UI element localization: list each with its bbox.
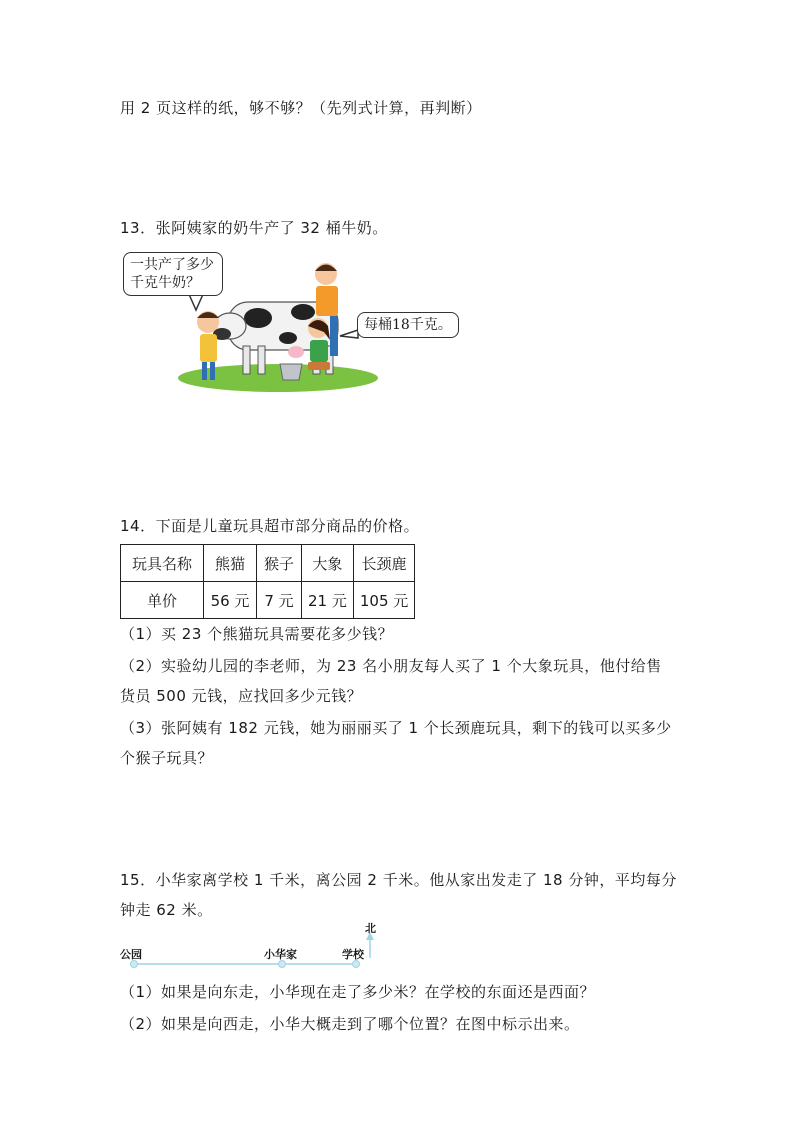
q15-sub2-text: （2）如果是向西走，小华大概走到了哪个位置？在图中标示出来。 (120, 1015, 580, 1033)
boy-leg (202, 362, 207, 380)
school-label: 学校 (342, 948, 364, 961)
table-cell: 21 元 (302, 582, 354, 619)
q14-question-text: 14．下面是儿童玩具超市部分商品的价格。 (120, 517, 420, 535)
q15-question-line2: 钟走 62 米。 (120, 901, 213, 919)
speech-bubble-question (123, 252, 223, 296)
bubble-text-line: 一共产了多少 (130, 257, 214, 273)
q15-sub1-text: （1）如果是向东走，小华现在走了多少米？在学校的东面还是西面？ (120, 983, 596, 1001)
q14-sub3-line2: 个猴子玩具？ (120, 749, 214, 767)
girl-body (310, 340, 328, 362)
cow-udder (288, 346, 304, 358)
man-body (316, 286, 338, 316)
cow-leg (258, 346, 265, 374)
boy-body (200, 334, 217, 362)
park-label: 公园 (120, 948, 142, 961)
q14-sub2-line1: （2）实验幼儿园的李老师，为 23 名小朋友每人买了 1 个大象玩具，他付给售 (120, 657, 662, 675)
girl-stool (308, 362, 330, 370)
table-cell: 玩具名称 (121, 545, 204, 582)
q14-sub2-line2: 货员 500 元钱，应找回多少元钱？ (120, 687, 363, 705)
table-cell: 长颈鹿 (353, 545, 414, 582)
boy-leg (210, 362, 215, 380)
table-cell: 猴子 (257, 545, 302, 582)
table-cell: 单价 (121, 582, 204, 619)
table-row (121, 582, 415, 619)
q13-illustration (118, 250, 452, 400)
grass-ground (178, 364, 378, 392)
bubble-text-line: 千克牛奶？ (130, 275, 200, 291)
route-map (118, 920, 388, 980)
table-cell: 大象 (302, 545, 354, 582)
man-leg (330, 316, 338, 356)
table-cell: 105 元 (353, 582, 414, 619)
north-label: 北 (365, 922, 376, 935)
toy-price-table (120, 544, 415, 619)
q14-sub3-line1: （3）张阿姨有 182 元钱，她为丽丽买了 1 个长颈鹿玩具，剩下的钱可以买多少 (120, 719, 672, 737)
table-header-row (121, 545, 415, 582)
cow-spot (279, 332, 297, 344)
milk-bucket (280, 364, 302, 380)
q14-sub1-text: （1）买 23 个熊猫玩具需要花多少钱？ (120, 625, 394, 643)
man-hair (315, 265, 337, 272)
cow-spot (244, 308, 272, 328)
table-cell: 7 元 (257, 582, 302, 619)
boy-hair (197, 312, 219, 318)
table-cell: 熊猫 (204, 545, 257, 582)
q13-question-text: 13．张阿姨家的奶牛产了 32 桶牛奶。 (120, 219, 388, 237)
q15-question-line1: 15．小华家离学校 1 千米，离公园 2 千米。他从家出发走了 18 分钟，平均每分 (120, 871, 677, 889)
cow-leg (243, 346, 250, 374)
home-label: 小华家 (264, 948, 297, 961)
table-cell: 56 元 (204, 582, 257, 619)
bubble-right-tail (340, 330, 358, 338)
q12-continuation-text: 用 2 页这样的纸，够不够？（先列式计算，再判断） (120, 99, 482, 117)
cow-spot (291, 304, 315, 320)
speech-bubble-info: 每桶18千克。 (357, 312, 459, 338)
